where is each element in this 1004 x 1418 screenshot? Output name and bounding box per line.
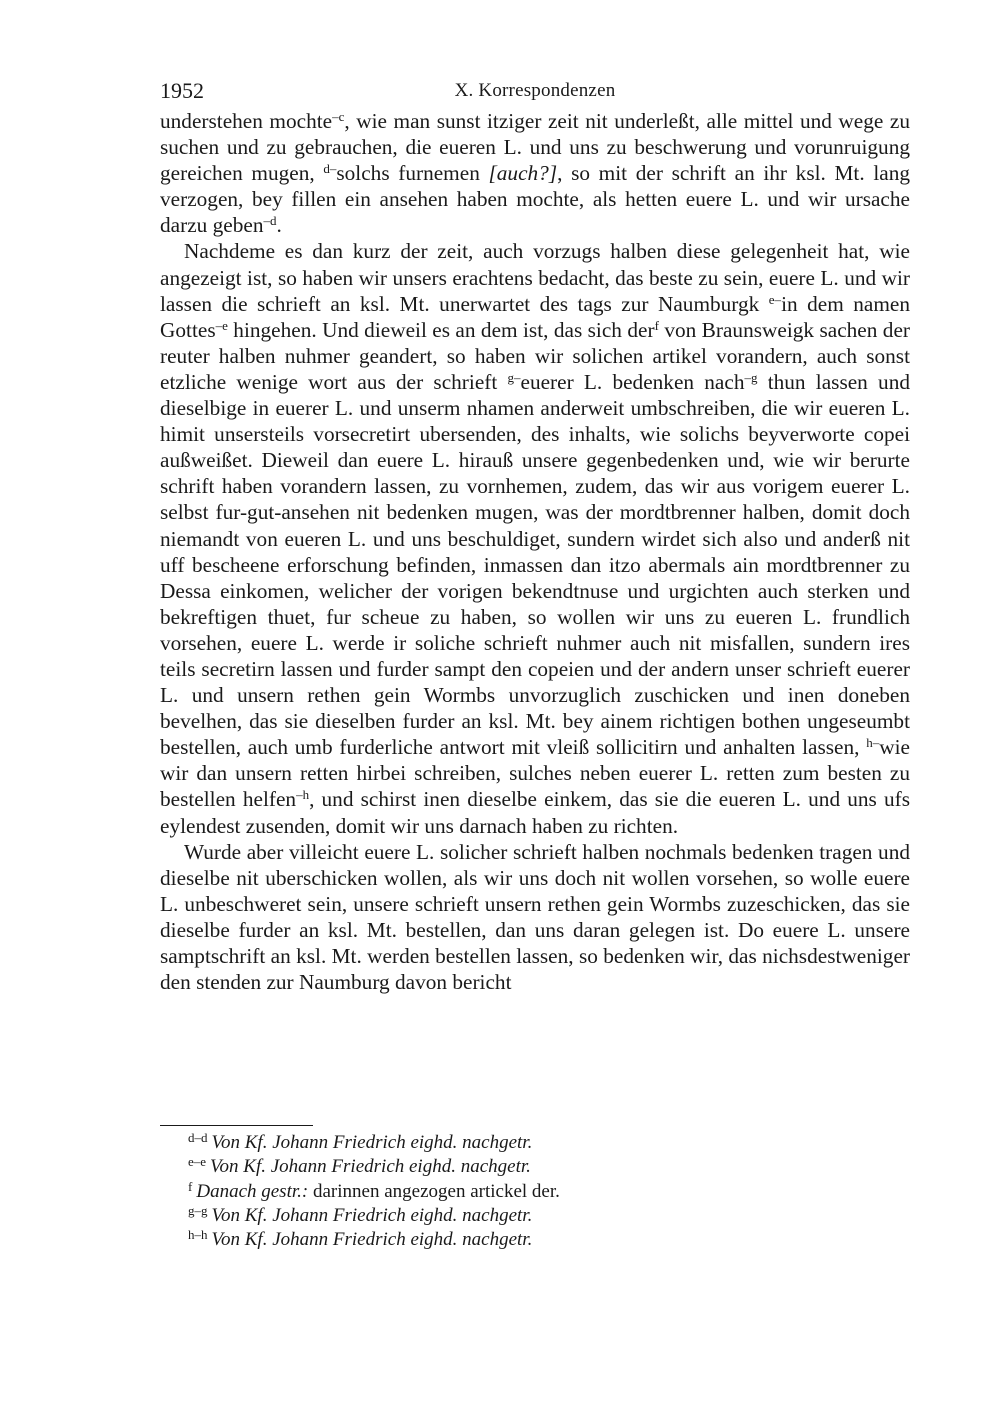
footnote-italic: Von Kf. Johann Friedrich eighd. nachgetr. <box>210 1156 531 1178</box>
footnote <box>188 1180 908 1204</box>
paragraph-3 <box>160 839 910 996</box>
footnote-marker: –d <box>263 213 277 229</box>
text-run: Wurde aber villeicht euere L. solicher schrieft halben nochmals bedenken tragen und dieselbe nit uberschicken wollen, als wir uns doch nit wollen vorsehen, so wolle euere L. unbeschweret sein, unsere schrieft unsern rethen gein Wormbs zuzeschicken, das sie dieselbe furder an ksl. Mt. bestellen, dan uns daran gelegen ist. Do euere L. unsere samptschrift an ksl. Mt. werden bestellen lassen, so bedenken wir, das nichsdestweniger den stenden zur Naumburg davon bericht <box>160 839 910 995</box>
footnote <box>188 1131 908 1155</box>
text-run: understehen mochte <box>160 109 333 133</box>
paragraph-2 <box>160 238 910 838</box>
paragraph-1 <box>160 108 910 238</box>
text-run: von Braunsweigk sachen der reuter halben nuhmer geandert, so haben wir solichen artikel vorandern, auch sonst etzliche wenige wort aus der schrieft <box>160 317 910 394</box>
page <box>160 78 910 995</box>
text-run: , wie man sunst itziger zeit nit underleßt, alle mittel und wege zu suchen und zu gebrauchen, die eueren L. und uns zu beschwerung und vorunruigung gereichen mugen, <box>160 109 910 186</box>
footnote <box>188 1204 908 1228</box>
footnote <box>188 1155 908 1179</box>
footnote-marker: d– <box>323 161 337 177</box>
footnote-marker: e– <box>768 291 782 307</box>
text-run: thun lassen und dieselbige in euerer L. und unserm nhamen anderweit umbschreiben, die wir eueren L. himit unsersteils vorsecretirt ubersenden, des inhalts, wie solichs beyverworte copei außweißet. Dieweil dan euere L. hirauß unsere gegenbedenken und, wie wir berurte schrift haben vorandern lassen, zu vornhemen, zudem, das wir aus vorigem euerer L. selbst fur-gut-ansehen nit bedenken mugen, was der mordtbrenner halben, domit doch niemandt von eueren L. und uns beschuldiget, sundern wirdet sich also und anderß nit uff bescheene erforschung befinden, inmassen dan itzo abermals ain mordtbrenner zu Dessa einkomen, welicher der vorigen bekendtnuse und urgichten auch sterken und bekreftigen thuet, fur scheue zu haben, so wollen wir uns zu eueren L. frundlich vorsehen, euere L. werde ir soliche schrieft nuhmer auch nit misfallen, sundern ires teils secretirn lassen und furder sampt den copeien und der andern unser schrieft euerer L. und unsern rethen gein Wormbs unvorzuglich zuschicken und inen doneben bevelhen, das sie dieselben furder an ksl. Mt. bey ainem richtigen bothen ungeseumbt bestellen, auch umb furderliche antwort mit vleiß sollicitirn und anhalten lassen, <box>160 369 910 760</box>
footnote-italic: Von Kf. Johann Friedrich eighd. nachgetr. <box>211 1204 533 1226</box>
text-run: wie wir dan unsern retten hirbei schreiben, sulches neben euerer L. retten zum besten zu bestellen helfen <box>160 735 910 812</box>
text-run: in dem namen Gottes <box>160 291 910 342</box>
page-number: 1952 <box>160 78 204 103</box>
footnote-mark: f <box>188 1178 193 1194</box>
footnote-italic: Von Kf. Johann Friedrich eighd. nachgetr. <box>211 1132 533 1153</box>
footnote-marker: h– <box>866 735 880 751</box>
editorial-insertion: [auch?] <box>488 161 558 186</box>
footnotes <box>188 1131 908 1252</box>
text-run: solchs furnemen <box>336 161 489 186</box>
footnote-mark: h–h <box>188 1227 208 1243</box>
page-header <box>160 78 910 108</box>
footnote-marker: –c <box>332 109 345 124</box>
text-run: , so mit der schrift an ihr ksl. Mt. lang verzogen, bey fillen ein ansehen haben mochte, als hetten euere L. und wir ursache darzu geben <box>160 161 910 238</box>
footnote-marker: f <box>654 317 659 333</box>
footnote-mark: e–e <box>188 1154 207 1170</box>
footnote-marker: –g <box>744 369 758 385</box>
footnote-marker: –h <box>296 787 310 803</box>
footnote-marker: –e <box>215 317 228 333</box>
footnote-rule <box>160 1125 313 1126</box>
footnote-mark: g–g <box>188 1202 208 1218</box>
text-run: hingehen. Und dieweil es an dem ist, das sich der <box>227 317 655 342</box>
footnote-mark: d–d <box>188 1130 208 1145</box>
footnote <box>188 1228 908 1252</box>
footnote-italic: Danach gestr.: <box>196 1180 309 1202</box>
running-title: X. Korrespondenzen <box>454 80 616 101</box>
text-run: . <box>276 213 282 238</box>
text-run: euerer L. bedenken nach <box>520 369 745 394</box>
footnote-text: darinnen angezogen artickel der. <box>308 1180 560 1202</box>
body-text <box>160 108 910 995</box>
footnote-italic: Von Kf. Johann Friedrich eighd. nachgetr. <box>211 1229 533 1251</box>
text-run: , und schirst inen dieselbe einkem, das sie die eueren L. und uns ufs eylendest zusenden, domit wir uns darnach haben zu richten. <box>160 787 910 838</box>
footnote-marker: g– <box>507 369 521 385</box>
text-run: Nachdeme es dan kurz der zeit, auch vorzugs halben diese gelegenheit hat, wie angezeigt ist, so haben wir unsers erachtens bedacht, das beste zu sein, euere L. und wir lassen die schrieft an ksl. Mt. unerwartet des tags zur Naumburgk <box>160 239 910 316</box>
